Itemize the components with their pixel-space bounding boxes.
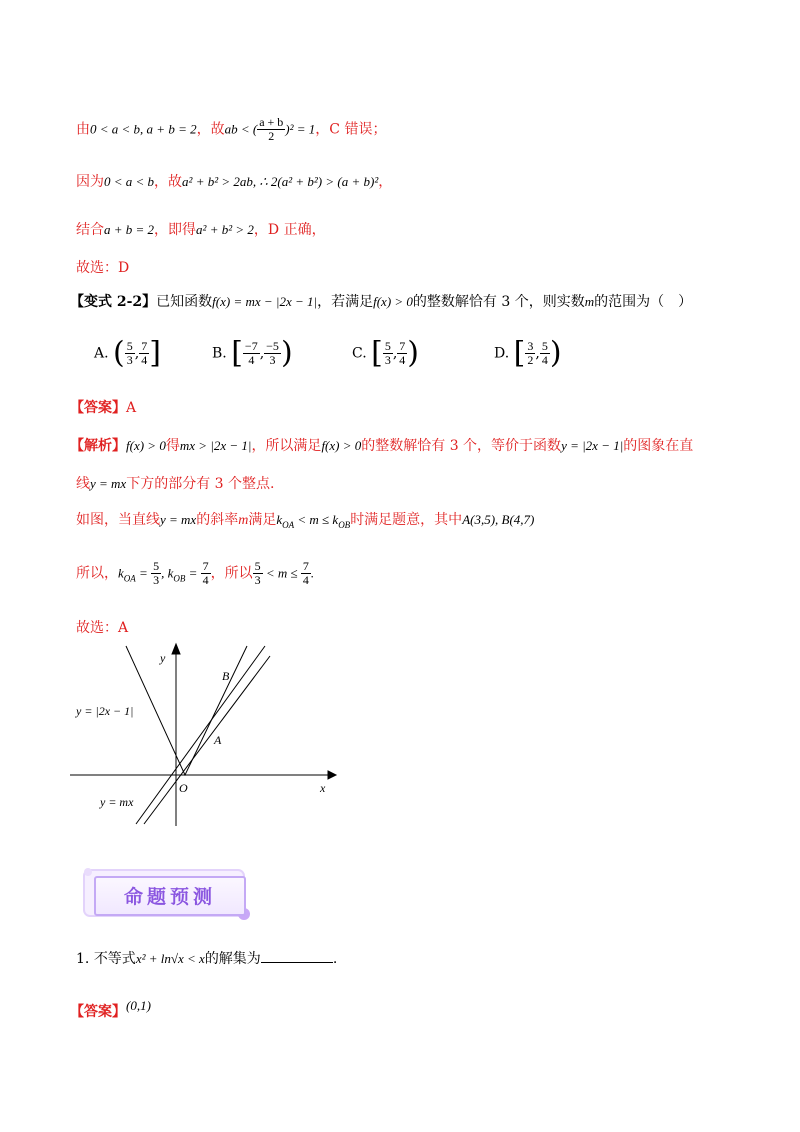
option-label: A. [94,345,109,362]
numerator: 5 [384,339,391,353]
numerator: −5 [266,339,279,353]
fraction [243,340,260,367]
bracket: ) [549,335,562,371]
math: < m ≤ k [294,512,339,527]
text: ，故 [154,174,183,190]
fraction [257,116,285,143]
text: 的斜率 [196,512,239,528]
analysis-line-1 [70,436,693,456]
text: 线 [76,476,90,492]
solution-line-1 [76,116,386,143]
solution-line-3 [76,220,326,240]
line-oa [144,656,270,824]
text: ，所以 [210,565,253,582]
label-a: A [214,733,222,747]
label-mx: y = mx [100,795,134,809]
fraction [139,340,149,367]
numerator: −7 [244,339,258,353]
denominator: 3 [269,353,276,367]
math: , k [161,565,174,581]
fraction [383,340,393,367]
text: 的范围为（ ） [594,294,693,310]
bracket: ] [149,335,161,371]
fraction [525,340,535,367]
math: mx > |2x − 1| [179,438,252,453]
text: ， [378,174,393,190]
math: k [118,565,124,581]
label-b: B [222,669,230,683]
question-1 [76,948,337,969]
math: y = mx [160,512,197,527]
math: f(x) > 0 [321,438,362,453]
math: m [238,513,249,528]
math: x² + ln√x < x [135,951,205,966]
text: 不等式 [93,951,136,967]
fraction [201,560,211,587]
text: 已知函数 [156,294,213,310]
option-c: C. [ $\frac{5}{3}$ , $\frac{7}{4}$ ) [352,335,420,371]
math: y = |2x − 1| [561,438,624,453]
denominator: 3 [153,573,160,587]
denominator: 4 [141,353,148,367]
bracket: [ [231,335,243,371]
denominator: 4 [202,573,209,587]
numerator: 7 [302,559,309,573]
denominator: 2 [268,129,275,143]
math: < m ≤ [262,565,301,581]
math: f(x) > 0 [373,294,413,309]
text: 得 [165,438,180,454]
denominator: 3 [384,353,391,367]
analysis-line-2 [76,474,274,494]
numerator: 5 [254,559,261,573]
text: ，即得 [154,222,197,238]
text: 的图象在直 [623,438,694,454]
question-number: 1. [76,951,90,967]
answer-line [70,398,136,418]
answer-value: A [126,400,137,416]
math: k [276,512,283,527]
section-badge [80,866,250,918]
answer-tag: 【答案】 [70,1004,126,1020]
text: ，D 正确， [253,222,326,238]
fraction [253,560,263,587]
answer-tag: 【答案】 [70,400,126,416]
denominator: 2 [527,353,534,367]
math: m [584,294,595,309]
denominator: 4 [302,573,309,587]
text: 结合 [76,222,104,238]
numerator: 7 [399,339,406,353]
problem-statement [70,292,692,312]
math: = [185,565,201,581]
numerator: 5 [153,559,160,573]
math: f(x) > 0 [126,438,166,453]
label-x: x [320,781,326,795]
answer-1 [70,996,151,1022]
text: 的整数解恰有 3 个，等价于函数 [361,438,562,454]
text: 下方的部分有 3 个整点. [126,476,275,492]
math: . [310,565,315,581]
math: )² = 1 [285,121,316,137]
badge-inner [94,876,246,916]
fraction [125,340,135,367]
denominator: 3 [254,573,261,587]
analysis-choice: 故选：A [76,620,129,636]
option-b: B. [ $\frac{-7}{4}$ , $\frac{-5}{3}$ ) [212,335,293,371]
text: 满足 [248,512,277,528]
denominator: 4 [399,353,406,367]
math: 0 < a < b, a + b = 2 [90,121,197,137]
label-o: O [179,781,188,795]
text: 的解集为 [204,951,261,967]
option-d: D. [ $\frac{3}{2}$ , $\frac{5}{4}$ ) [494,335,562,371]
bracket: [ [513,335,526,371]
text: 如图，当直线 [76,512,160,528]
problem-tag: 【变式 2-2】 [70,294,157,310]
fraction [151,560,161,587]
option-a: A. ( $\frac{5}{3}$ , $\frac{7}{4}$ ] [94,335,161,371]
y-axis-arrow [172,644,180,654]
choice-d: 故选：D [76,260,130,276]
function-graph [70,640,340,830]
bracket: ) [407,335,420,371]
bracket: ( [113,335,125,371]
numerator: a + b [259,115,284,129]
text: . [332,951,338,967]
text: 的整数解恰有 3 个，则实数 [412,294,585,310]
math: a² + b² > 2ab, ∴ 2(a² + b²) > (a + b)² [182,174,379,189]
text: 由 [76,121,90,138]
text: 因为 [76,174,104,190]
subscript: OA [123,573,136,584]
math: a + b = 2 [104,222,155,237]
subscript: OB [338,519,351,530]
numerator: 3 [527,339,534,353]
text: ，若满足 [317,294,374,310]
math: = [135,565,152,581]
fraction [540,340,550,367]
text: ，故 [196,121,225,138]
text: 时满足题意，其中 [350,512,463,528]
text: 所以， [76,565,118,582]
answer-value: (0,1) [126,998,151,1013]
math: 0 < a < b [104,174,155,189]
label-y: y [160,651,166,665]
math: a² + b² > 2 [196,222,254,237]
option-label: B. [212,345,227,362]
subscript: OA [282,519,295,530]
text: ，C 错误； [315,121,387,138]
fraction [264,340,281,367]
numerator: 5 [126,339,133,353]
bracket: [ [371,335,383,371]
section-title: 命题预测 [123,886,216,908]
math: A(3,5), B(4,7) [462,512,535,527]
analysis-line-4 [76,560,314,588]
numerator: 5 [541,339,548,353]
denominator: 4 [248,353,255,367]
fraction [397,340,407,367]
math: y = mx [90,476,127,491]
x-axis-arrow [328,771,336,779]
line-ob [136,646,265,824]
denominator: 3 [126,353,133,367]
option-label: D. [494,345,510,362]
numerator: 7 [202,559,209,573]
fraction [301,560,311,587]
subscript: OB [173,573,186,584]
analysis-tag: 【解析】 [70,438,126,454]
solution-line-2 [76,172,392,192]
text: ，所以满足 [251,438,322,454]
answer-blank [261,948,333,963]
math: ab < ( [224,121,258,137]
denominator: 4 [541,353,548,367]
option-label: C. [352,345,367,362]
numerator: 7 [141,339,148,353]
label-abs: y = |2x − 1| [76,704,134,718]
bracket: ) [280,335,293,371]
analysis-line-3 [76,510,534,535]
math: f(x) = mx − |2x − 1| [212,294,318,309]
